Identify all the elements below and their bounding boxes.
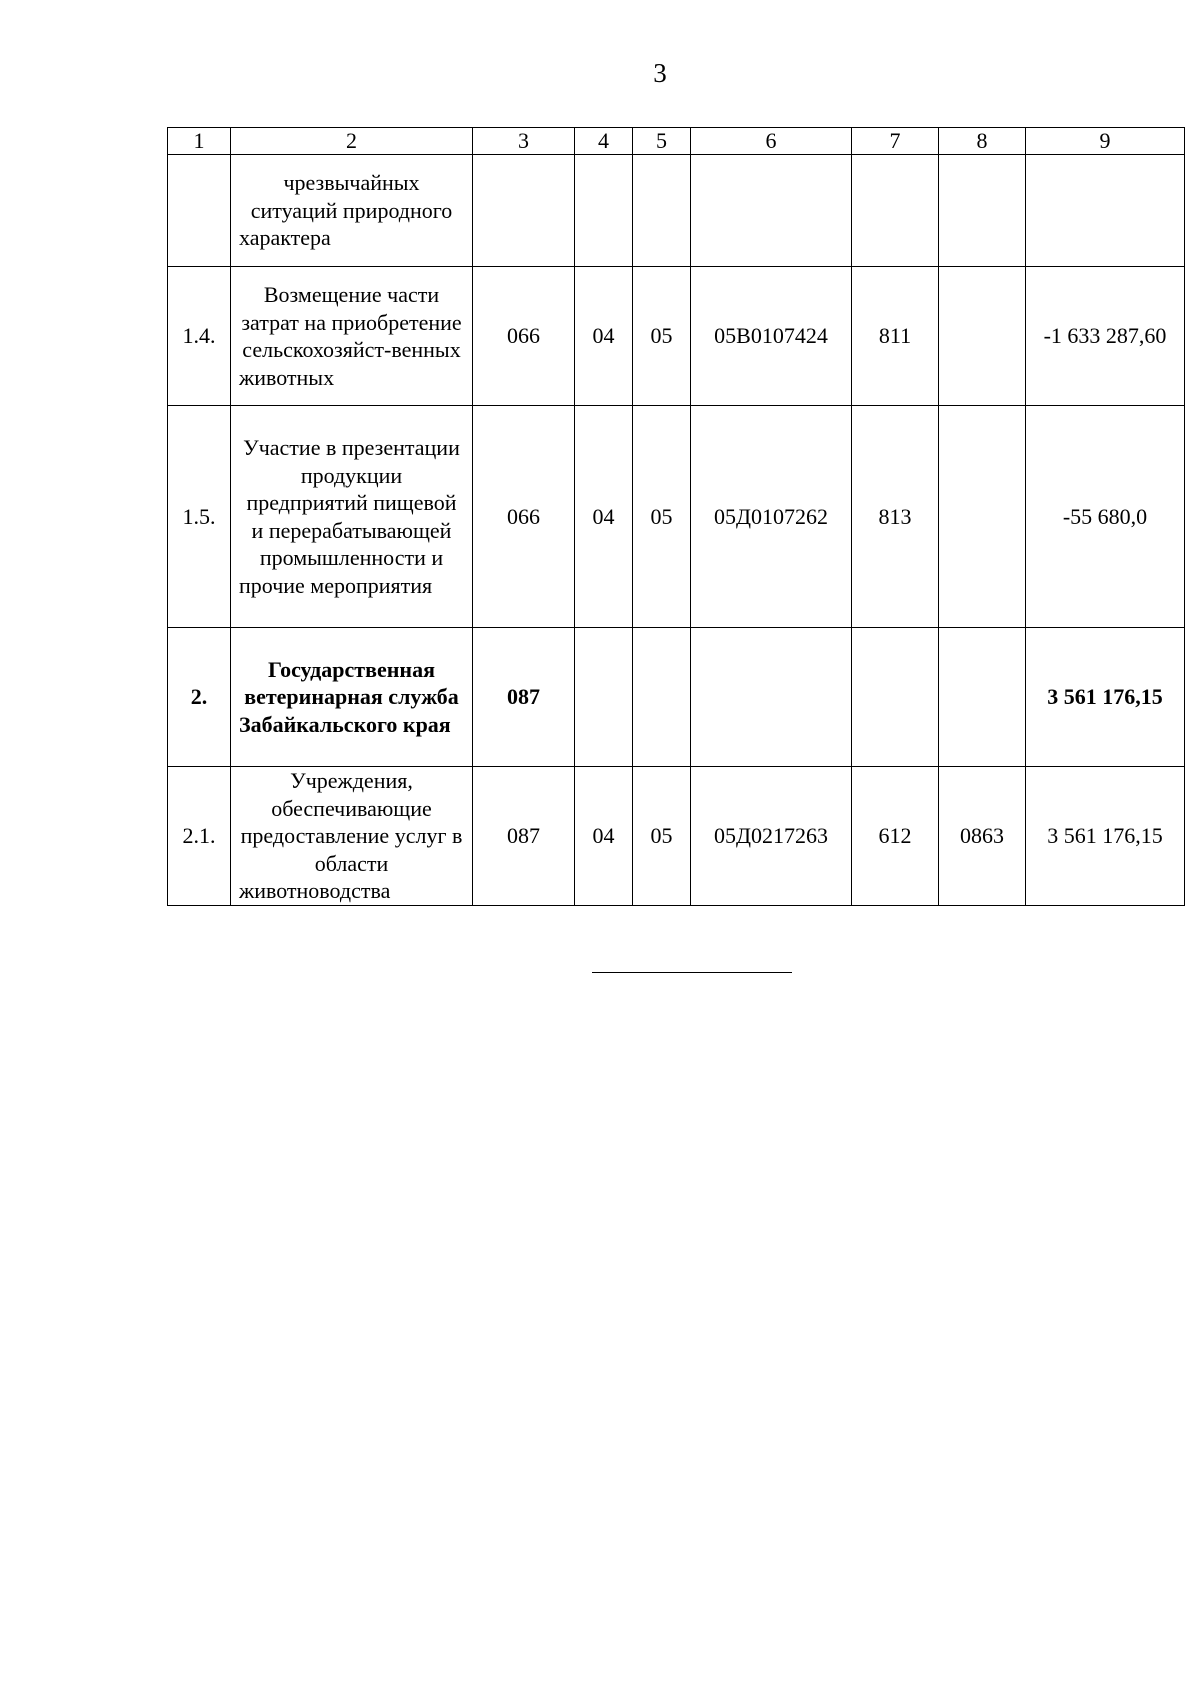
row-name: Государственная ветеринарная служба Забайкальского края — [231, 628, 473, 767]
cell-col8: 0863 — [939, 767, 1026, 906]
table-row — [168, 267, 1185, 406]
row-number: 1.4. — [168, 267, 231, 406]
header-cell: 3 — [473, 128, 575, 155]
cell-col8 — [939, 155, 1026, 267]
cell-col8 — [939, 406, 1026, 628]
end-divider-line — [592, 972, 792, 973]
cell-col9: 3 561 176,15 — [1026, 628, 1185, 767]
row-number: 1.5. — [168, 406, 231, 628]
table-header-row — [168, 128, 1185, 155]
cell-col5 — [633, 155, 691, 267]
cell-col8 — [939, 628, 1026, 767]
cell-col4 — [575, 155, 633, 267]
header-cell: 4 — [575, 128, 633, 155]
cell-col6: 05Д0217263 — [691, 767, 852, 906]
cell-col6 — [691, 155, 852, 267]
cell-col9 — [1026, 155, 1185, 267]
cell-col6: 05В0107424 — [691, 267, 852, 406]
cell-col9: -1 633 287,60 — [1026, 267, 1185, 406]
header-cell: 2 — [231, 128, 473, 155]
header-cell: 1 — [168, 128, 231, 155]
cell-col5: 05 — [633, 767, 691, 906]
cell-col7 — [852, 628, 939, 767]
cell-col7: 612 — [852, 767, 939, 906]
cell-col6 — [691, 628, 852, 767]
header-cell: 7 — [852, 128, 939, 155]
cell-col7 — [852, 155, 939, 267]
table-row — [168, 406, 1185, 628]
cell-col8 — [939, 267, 1026, 406]
row-name: чрезвычайных ситуаций природного характера — [231, 155, 473, 267]
cell-col3 — [473, 155, 575, 267]
cell-col4: 04 — [575, 406, 633, 628]
cell-col3: 066 — [473, 406, 575, 628]
cell-col7: 813 — [852, 406, 939, 628]
row-number: 2.1. — [168, 767, 231, 906]
cell-col3: 087 — [473, 767, 575, 906]
header-cell: 8 — [939, 128, 1026, 155]
table-row — [168, 628, 1185, 767]
cell-col9: 3 561 176,15 — [1026, 767, 1185, 906]
cell-col4: 04 — [575, 267, 633, 406]
row-name: Участие в презентации продукции предприятий пищевой и перерабатывающей промышленности и прочие мероприятия — [231, 406, 473, 628]
cell-col5: 05 — [633, 406, 691, 628]
cell-col4: 04 — [575, 767, 633, 906]
header-cell: 6 — [691, 128, 852, 155]
header-cell: 9 — [1026, 128, 1185, 155]
cell-col4 — [575, 628, 633, 767]
table-row — [168, 767, 1185, 906]
cell-col5: 05 — [633, 267, 691, 406]
table-row — [168, 155, 1185, 267]
row-name: Учреждения, обеспечивающие предоставление услуг в области животноводства — [231, 767, 473, 906]
row-name: Возмещение части затрат на приобретение сельскохозяйст-венных животных — [231, 267, 473, 406]
cell-col3: 066 — [473, 267, 575, 406]
cell-col7: 811 — [852, 267, 939, 406]
budget-table — [167, 127, 1185, 906]
cell-col5 — [633, 628, 691, 767]
row-number: 2. — [168, 628, 231, 767]
cell-col9: -55 680,0 — [1026, 406, 1185, 628]
header-cell: 5 — [633, 128, 691, 155]
cell-col6: 05Д0107262 — [691, 406, 852, 628]
cell-col3: 087 — [473, 628, 575, 767]
row-number — [168, 155, 231, 267]
page-number: 3 — [653, 58, 667, 88]
